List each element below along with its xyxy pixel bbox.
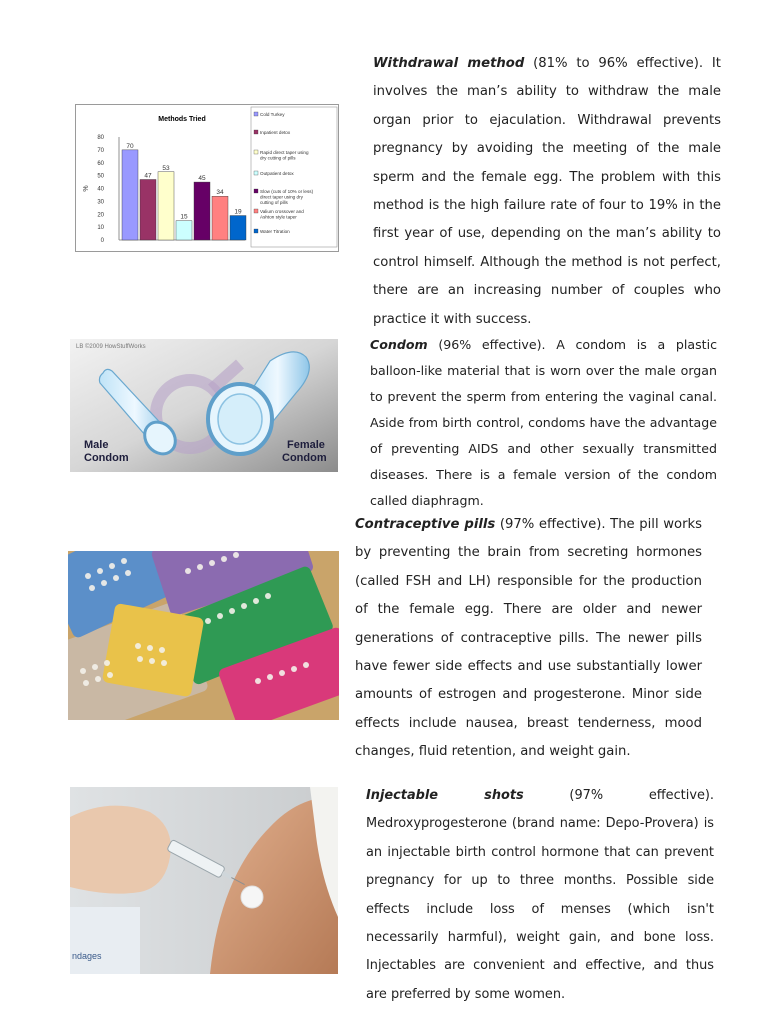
image-credit: LB ©2009 HowStuffWorks [76, 344, 146, 350]
bar-2-value: 47 [144, 172, 152, 180]
bar-3 [158, 172, 174, 240]
y-axis-label: % [83, 185, 90, 192]
bar-4-value: 15 [180, 213, 188, 221]
bar-1-value: 70 [126, 142, 134, 150]
y-tick-label: 20 [97, 212, 104, 219]
bar-7-value: 19 [234, 208, 242, 216]
chart-title: Methods Tried [158, 116, 206, 123]
legend-entry-4: Outpatient detox [260, 171, 294, 176]
injection-photo [70, 787, 338, 974]
legend-entry-2: Inpatient detox [260, 130, 291, 135]
bar-5-value: 45 [198, 175, 206, 183]
legend-entry-3: Rapid direct taper using dry cutting of pills [260, 150, 309, 161]
legend-swatch-4 [254, 171, 258, 175]
y-tick-label: 50 [97, 173, 104, 180]
bar-2 [140, 179, 156, 240]
condom-term: Condom [370, 337, 428, 352]
bandage-spot [241, 886, 263, 908]
bandage-box-text: ndages [72, 951, 102, 961]
bar-7 [230, 216, 246, 240]
injectable-paragraph [366, 782, 714, 1009]
y-tick-label: 70 [97, 147, 104, 154]
pills-term: Contraceptive pills [355, 517, 496, 532]
legend-swatch-7 [254, 229, 258, 233]
bar-6-value: 34 [216, 189, 224, 197]
y-tick-label: 0 [100, 238, 104, 244]
injectable-text: (97% effective). Medroxyprogesterone (brand name: Depo-Provera) is an injectable birth control hormone that can prevent pregnancy for up to three months. Possible side effects include loss of menses (which isn't necessarily harmful), weight gain, and bone loss. Injectables are convenient and effective, and thus are preferred by some women. [366, 788, 715, 1002]
pills-paragraph [355, 511, 702, 767]
bar-4 [176, 221, 192, 240]
female-condom-label-line1: Female [287, 439, 325, 451]
injectable-term: Injectable shots [366, 788, 524, 803]
legend-swatch-5 [254, 189, 258, 193]
methods-tried-chart-svg [76, 105, 338, 251]
bar-6 [212, 196, 228, 240]
legend-swatch-2 [254, 130, 258, 134]
legend-swatch-3 [254, 150, 258, 154]
condom-paragraph [370, 332, 717, 514]
legend-entry-1: Cold Turkey [260, 112, 285, 117]
methods-tried-chart [75, 104, 339, 252]
withdrawal-text: (81% to 96% effective). It involves the man’s ability to withdraw the male organ prior to ejaculation. Withdrawal prevents pregnancy by avoiding the meeting of the male sperm and the female egg. The problem with this method is the high failure rate of four to 19% in the first year of use, depending on the man’s ability to control himself. Although the method is not perfect, there are an increasing number of couples who practice it with success. [373, 56, 721, 327]
condom-text: (96% effective). A condom is a plastic balloon-like material that is worn over the male organ to prevent the sperm from entering the vaginal canal. Aside from birth control, condoms have the advantage of preventing AIDS and other sexually transmitted diseases. There is a female version of the condom called diaphragm. [370, 337, 717, 508]
male-condom-label-line1: Male [84, 439, 109, 451]
legend-entry-7: Water Titration [260, 229, 290, 234]
bar-5 [194, 182, 210, 240]
female-condom-label-line2: Condom [282, 452, 327, 464]
bar-3-value: 53 [162, 164, 170, 172]
y-tick-label: 40 [97, 186, 104, 193]
legend-entry-6: Valium crossover and Ashton style taper [260, 209, 304, 220]
legend-entry-5: Slow (cuts of 10% or less) direct taper using dry cutting of pills [260, 189, 314, 205]
condom-illustration [70, 339, 338, 472]
bar-1 [122, 150, 138, 240]
y-tick-label: 80 [97, 135, 104, 141]
hand [70, 806, 171, 894]
y-tick-label: 60 [97, 160, 104, 167]
legend-swatch-6 [254, 209, 258, 213]
legend-swatch-1 [254, 112, 258, 116]
y-tick-label: 30 [97, 199, 104, 206]
pills-text: (97% effective). The pill works by preventing the brain from secreting hormones (called FSH and LH) responsible for the production of the female egg. There are older and newer generations of contraceptive pills. The newer pills have fewer side effects and use substantially lower amounts of estrogen and progesterone. Minor side effects include nausea, breast tenderness, mood changes, fluid retention, and weight gain. [355, 517, 702, 760]
chart-legend [251, 107, 337, 247]
contraceptive-pills-photo [68, 551, 339, 720]
withdrawal-paragraph [373, 50, 721, 334]
male-condom-label-line2: Condom [84, 452, 129, 464]
y-tick-label: 10 [97, 225, 104, 232]
withdrawal-term: Withdrawal method [373, 56, 525, 71]
